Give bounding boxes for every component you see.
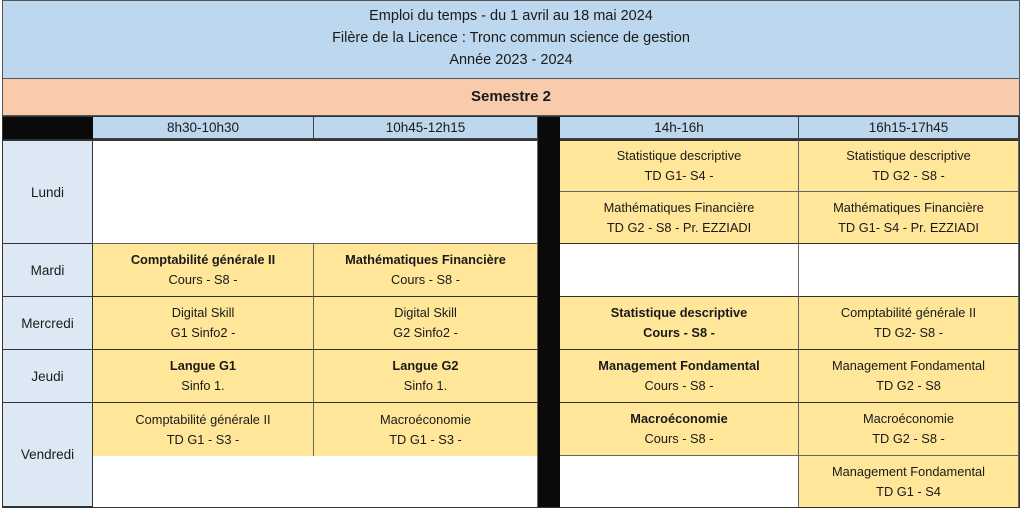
session-cell — [799, 192, 1019, 244]
course-details: TD G1- S4 - — [644, 168, 714, 183]
session-cell — [799, 403, 1019, 456]
semester-banner: Semestre 2 — [2, 78, 1020, 116]
session-cell — [314, 297, 538, 350]
course-details: TD G1- S4 - Pr. EZZIADI — [838, 219, 979, 235]
course-name: Mathématiques Financière — [833, 199, 984, 215]
session-cell — [93, 350, 314, 403]
course-name: Langue G1 — [169, 358, 237, 373]
session-cell — [93, 297, 314, 350]
day-label-lundi: Lundi — [3, 139, 93, 244]
course-details: TD G2 - S8 - — [872, 431, 945, 446]
course-details: Cours - S8 - — [644, 378, 714, 393]
day-label-jeudi: Jeudi — [3, 350, 93, 403]
course-name: Comptabilité générale II — [130, 252, 276, 267]
course-details: Cours - S8 - — [644, 431, 714, 446]
session-cell — [799, 139, 1019, 192]
corner-cell — [3, 117, 93, 139]
empty-slot — [93, 456, 538, 507]
course-details: Sinfo 1. — [403, 378, 448, 393]
day-label-mardi: Mardi — [3, 244, 93, 297]
session-cell — [314, 350, 538, 403]
session-cell — [560, 192, 799, 244]
day-label-vendredi: Vendredi — [3, 403, 93, 507]
slot-header-1: 8h30-10h30 — [93, 117, 314, 139]
course-details: TD G2 - S8 - Pr. EZZIADI — [606, 219, 752, 235]
timetable-grid — [2, 116, 1020, 508]
program-title: Filère de la Licence : Tronc commun science de gestion — [332, 30, 690, 46]
empty-slot — [93, 139, 538, 244]
course-name: Digital Skill — [394, 305, 457, 320]
course-details: G1 Sinfo2 - — [170, 325, 236, 340]
session-cell — [560, 403, 799, 456]
schedule-title: Emploi du temps - du 1 avril au 18 mai 2024 — [369, 8, 653, 24]
course-name: Mathématiques Financière — [603, 199, 755, 215]
course-details: Sinfo 1. — [181, 378, 225, 393]
course-name: Management Fondamental — [832, 463, 985, 479]
course-name: Macroéconomie — [862, 411, 955, 426]
session-cell — [93, 244, 314, 297]
slot-header-4: 16h15-17h45 — [799, 117, 1019, 139]
course-details: TD G2- S8 - — [874, 325, 943, 340]
session-cell — [560, 297, 799, 350]
course-name: Macroéconomie — [379, 411, 472, 427]
lunch-separator — [538, 117, 560, 507]
course-name: Comptabilité générale II — [135, 411, 271, 427]
academic-year: Année 2023 - 2024 — [449, 52, 573, 68]
course-details: TD G2 - S8 — [876, 378, 941, 393]
course-details: TD G1 - S4 — [876, 483, 941, 499]
course-name: Langue G2 — [392, 358, 459, 373]
course-details: Cours - S8 - — [168, 272, 238, 287]
title-block — [2, 0, 1020, 78]
session-cell — [560, 350, 799, 403]
slot-header-2: 10h45-12h15 — [314, 117, 538, 139]
session-cell — [799, 297, 1019, 350]
course-details: TD G1 - S3 - — [389, 431, 462, 447]
course-name: Statistique descriptive — [610, 305, 748, 320]
session-cell — [799, 350, 1019, 403]
course-name: Management Fondamental — [598, 358, 760, 373]
empty-slot — [799, 244, 1019, 297]
course-details: TD G2 - S8 - — [872, 168, 945, 183]
course-name: Macroéconomie — [630, 411, 728, 426]
session-cell — [314, 403, 538, 456]
session-cell — [314, 244, 538, 297]
slot-header-3: 14h-16h — [560, 117, 799, 139]
course-name: Management Fondamental — [832, 358, 985, 373]
empty-slot — [560, 456, 799, 507]
course-name: Digital Skill — [171, 305, 235, 320]
course-details: TD G1 - S3 - — [166, 431, 240, 447]
day-label-mercredi: Mercredi — [3, 297, 93, 350]
course-name: Mathématiques Financière — [345, 252, 506, 267]
course-details: Cours - S8 - — [391, 272, 460, 287]
session-cell — [93, 403, 314, 456]
session-cell — [560, 139, 799, 192]
empty-slot — [560, 244, 799, 297]
course-details: Cours - S8 - — [643, 325, 715, 340]
course-name: Comptabilité générale II — [840, 305, 977, 320]
session-cell — [799, 456, 1019, 507]
course-details: G2 Sinfo2 - — [393, 325, 458, 340]
course-name: Statistique descriptive — [846, 148, 971, 163]
course-name: Statistique descriptive — [616, 148, 742, 163]
